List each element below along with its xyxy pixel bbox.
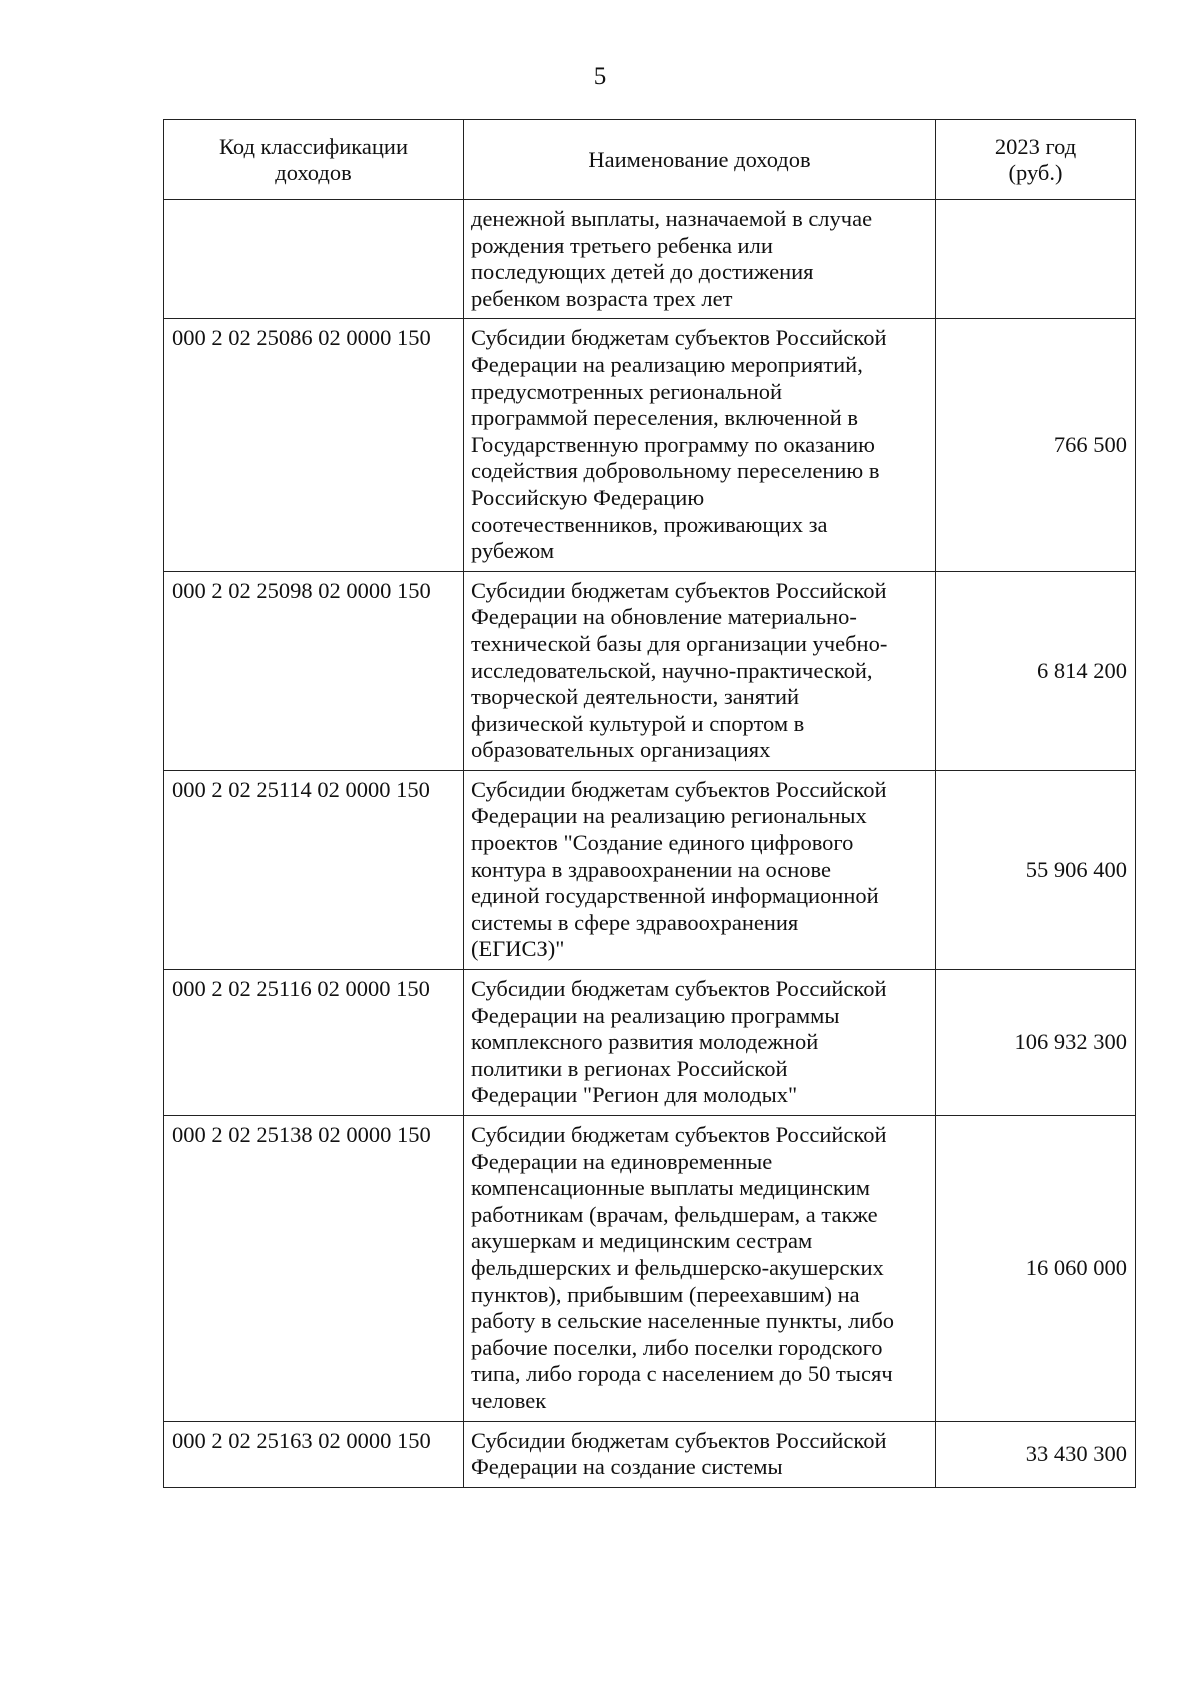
row-name-line: исследовательской, научно-практической,: [471, 657, 873, 683]
row-name-line: Государственную программу по оказанию: [471, 431, 875, 457]
row-name: [464, 200, 936, 319]
row-name-line: творческой деятельности, занятий: [471, 684, 800, 710]
table-row: [164, 200, 1136, 319]
row-amount: 106 932 300: [936, 970, 1136, 1116]
row-code: 000 2 02 25098 02 0000 150: [164, 571, 464, 770]
revenue-table: [163, 119, 1136, 1488]
row-name: [464, 1116, 936, 1422]
table-row: [164, 319, 1136, 571]
row-name: [464, 970, 936, 1116]
row-name-line: рубежом: [471, 538, 555, 564]
row-name-line: контура в здравоохранении на основе: [471, 856, 832, 882]
row-name-line: Субсидии бюджетам субъектов Российской: [471, 577, 887, 603]
row-amount: 55 906 400: [936, 770, 1136, 969]
table-row: [164, 571, 1136, 770]
row-name-line: Субсидии бюджетам субъектов Российской: [471, 776, 887, 802]
table-row: [164, 770, 1136, 969]
table-row: [164, 970, 1136, 1116]
row-name: [464, 319, 936, 571]
header-code-line: Код классификации: [218, 133, 409, 159]
table-row: [164, 1421, 1136, 1487]
row-name-line: Субсидии бюджетам субъектов Российской: [471, 1427, 887, 1453]
header-name-label: Наименование доходов: [588, 146, 811, 172]
row-name: [464, 770, 936, 969]
header-name: [464, 120, 936, 200]
row-name-line: пунктов), прибывшим (переехавшим) на: [471, 1281, 860, 1307]
row-name-line: физической культурой и спортом в: [471, 710, 805, 736]
row-name-line: Федерации на реализацию программы: [471, 1002, 840, 1028]
row-name-line: соотечественников, проживающих за: [471, 511, 828, 537]
row-name-line: денежной выплаты, назначаемой в случае: [471, 206, 873, 231]
row-amount: [936, 200, 1136, 319]
table-body: [164, 200, 1136, 1488]
row-name-line: ребенком возраста трех лет: [471, 285, 733, 311]
row-name: [464, 1421, 936, 1487]
row-name-line: предусмотренных региональной: [471, 378, 783, 404]
row-name-line: последующих детей до достижения: [471, 259, 814, 285]
row-name-line: Федерации "Регион для молодых": [471, 1082, 798, 1108]
row-name-line: рабочие поселки, либо поселки городского: [471, 1334, 883, 1360]
row-amount: 6 814 200: [936, 571, 1136, 770]
row-name: [464, 571, 936, 770]
row-name-line: Субсидии бюджетам субъектов Российской: [471, 976, 887, 1002]
row-name-line: акушеркам и медицинским сестрам: [471, 1228, 813, 1254]
row-name-line: образовательных организациях: [471, 737, 771, 763]
header-amount-line: (руб.): [1008, 159, 1063, 185]
row-name-line: программой переселения, включенной в: [471, 405, 859, 431]
row-name-line: Субсидии бюджетам субъектов Российской: [471, 325, 887, 351]
row-name-line: фельдшерских и фельдшерско-акушерских: [471, 1254, 884, 1280]
row-name-line: технической базы для организации учебно-: [471, 630, 888, 656]
row-name-line: человек: [471, 1387, 547, 1413]
row-name-line: проектов "Создание единого цифрового: [471, 830, 854, 856]
table-header-row: [164, 120, 1136, 200]
row-name-line: Федерации на создание системы: [471, 1454, 783, 1480]
row-code: 000 2 02 25138 02 0000 150: [164, 1116, 464, 1422]
row-name-line: политики в регионах Российской: [471, 1055, 788, 1081]
page-number: 5: [593, 63, 607, 90]
row-code: 000 2 02 25114 02 0000 150: [164, 770, 464, 969]
row-code: 000 2 02 25086 02 0000 150: [164, 319, 464, 571]
row-code: [164, 200, 464, 319]
row-name-line: типа, либо города с населением до 50 тысяч: [471, 1361, 893, 1387]
row-amount: 33 430 300: [936, 1421, 1136, 1487]
row-amount: 16 060 000: [936, 1116, 1136, 1422]
row-name-line: Российскую Федерацию: [471, 484, 705, 510]
table-row: [164, 1116, 1136, 1422]
row-name-line: работу в сельские населенные пункты, либо: [471, 1308, 895, 1334]
row-name-line: Федерации на реализацию мероприятий,: [471, 351, 863, 377]
row-name-line: компенсационные выплаты медицинским: [471, 1175, 871, 1201]
header-code: [164, 120, 464, 200]
row-name-line: (ЕГИСЗ)": [471, 936, 565, 962]
row-name-line: содействия добровольному переселению в: [471, 458, 880, 484]
row-name-line: Федерации на единовременные: [471, 1148, 773, 1174]
row-name-line: Федерации на обновление материально-: [471, 604, 857, 630]
header-amount: [936, 120, 1136, 200]
row-name-line: комплексного развития молодежной: [471, 1029, 819, 1055]
row-code: 000 2 02 25116 02 0000 150: [164, 970, 464, 1116]
header-code-line: доходов: [275, 159, 352, 185]
row-code: 000 2 02 25163 02 0000 150: [164, 1421, 464, 1487]
row-name-line: системы в сфере здравоохранения: [471, 909, 799, 935]
row-name-line: единой государственной информационной: [471, 883, 879, 909]
header-amount-line: 2023 год: [994, 133, 1077, 159]
row-amount: 766 500: [936, 319, 1136, 571]
row-name-line: рождения третьего ребенка или: [471, 232, 773, 258]
row-name-line: Федерации на реализацию региональных: [471, 803, 867, 829]
row-name-line: работникам (врачам, фельдшерам, а также: [471, 1201, 878, 1227]
row-name-line: Субсидии бюджетам субъектов Российской: [471, 1122, 887, 1147]
